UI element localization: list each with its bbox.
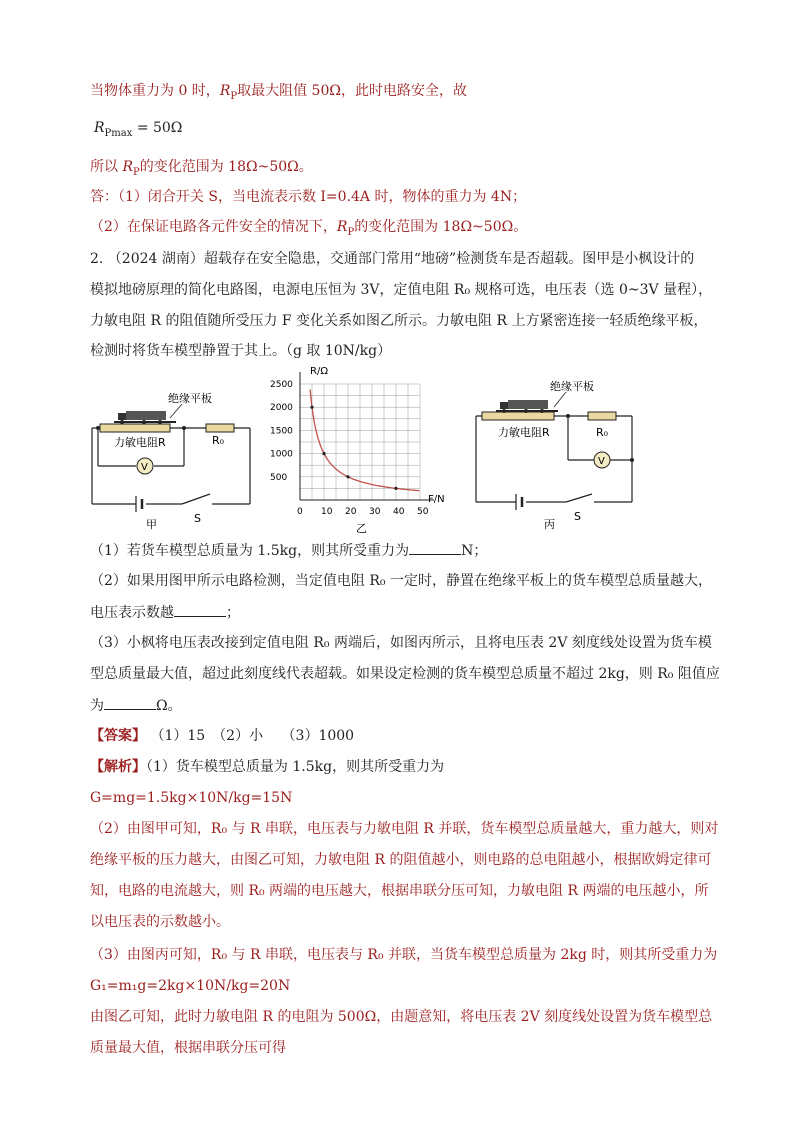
y-tick-label: 1000 [270, 449, 293, 460]
y-tick-label: 1500 [270, 426, 293, 437]
analysis-line-7: （3）由图丙可知，R₀ 与 R 串联，电压表与 R₀ 并联，当货车模型总质量为 2kg 时，则其所受重力为 [90, 947, 718, 963]
x-tick-label: 50 [417, 507, 429, 517]
svg-text:V: V [141, 462, 148, 473]
prev-answer-line-1: 当物体重力为 0 时，$R_P$取最大阻值 50Ω，此时电路安全，故 [90, 83, 467, 102]
figure-a-circuit [86, 372, 256, 532]
svg-text:R₀: R₀ [596, 426, 609, 439]
svg-text:绝缘平板: 绝缘平板 [168, 392, 212, 405]
data-point [322, 452, 325, 455]
answer-line [90, 726, 354, 746]
sub-q2-line-2: 电压表示数越 ； [90, 602, 240, 623]
q2-line-2: 模拟地磅原理的简化电路图，电源电压恒为 3V，定值电阻 R₀ 规格可选，电压表（选 0~3V 量程）， [90, 282, 713, 298]
svg-text:绝缘平板: 绝缘平板 [550, 380, 594, 393]
svg-text:R₀: R₀ [212, 434, 225, 447]
sub-q1: （1）若货车模型总质量为 1.5kg，则其所受重力为 N； [90, 540, 487, 561]
analysis-line-2: G=mg=1.5kg×10N/kg=15N [90, 790, 293, 806]
prev-answer-ans1: 答：（1）闭合开关 S，当电流表示数 I=0.4A 时，物体的重力为 4N； [90, 189, 527, 205]
analysis-line-10: 质量最大值，根据串联分压可得 [90, 1040, 286, 1056]
analysis-line-9: 由图乙可知，此时力敏电阻 R 的电阻为 500Ω，由题意知，将电压表 2V 刻度线处设置为货车模型总 [90, 1009, 713, 1025]
sensor-resistor-icon [100, 424, 170, 432]
figure-b-chart [268, 360, 468, 536]
x-tick-label: 20 [345, 507, 357, 517]
x-tick-label: 0 [297, 507, 303, 517]
sub-q2-line-1: （2）如果用图甲所示电路检测，当定值电阻 R₀ 一定时，静置在绝缘平板上的货车模型总质量越大， [90, 573, 712, 589]
data-point [310, 406, 313, 409]
svg-text:V: V [598, 456, 605, 467]
figure-c-circuit [470, 374, 640, 534]
blank-2[interactable] [174, 602, 226, 617]
sub-q3-line-3: 为 Ω。 [90, 695, 182, 716]
analysis-line-6: 以电压表的示数越小。 [90, 914, 230, 930]
q2-line-3: 力敏电阻 R 的阻值随所受压力 F 变化关系如图乙所示。力敏电阻 R 上方紧密连接一轻质绝缘平板， [90, 313, 708, 329]
svg-text:力敏电阻R: 力敏电阻R [114, 436, 166, 449]
formula-rpmax: $R_{Pmax} = 50\Omega$ [94, 120, 183, 139]
sub-q3-line-2: 型总质量最大值，超过此刻度线代表超载。如果设定检测的货车模型总质量不超过 2kg，则 R₀ 阻值应 [90, 666, 720, 682]
analysis-tag: 【解析】 [90, 759, 146, 775]
answer-text: （1）15 （2）小 （3）1000 [150, 728, 355, 744]
q2-line-1: 2. （2024 湖南）超载存在安全隐患，交通部门常用“地磅”检测货车是否超载。图甲是小枫设计的 [90, 251, 695, 267]
analysis-line-1: 【解析】（1）货车模型总质量为 1.5kg，则其所受重力为 [90, 759, 445, 775]
x-tick-label: 10 [321, 507, 333, 517]
y-tick-label: 500 [270, 472, 288, 483]
analysis-line-5: 知，电路的电流越大，则 R₀ 两端的电压越大，根据串联分压可知，力敏电阻 R 两端的电压越小，所 [90, 883, 709, 899]
x-axis-label: F/N [428, 494, 445, 505]
svg-text:丙: 丙 [544, 518, 555, 531]
prev-answer-ans2: （2）在保证电路各元件安全的情况下，$R_P$的变化范围为 18Ω~50Ω。 [90, 219, 528, 238]
chart-caption: 乙 [356, 522, 367, 535]
svg-text:S: S [194, 512, 201, 525]
data-point [346, 475, 349, 478]
blank-3[interactable] [104, 695, 156, 710]
q2-line-4: 检测时将货车模型静置于其上。（g 取 10N/kg） [90, 343, 392, 359]
r0-resistor-icon [588, 412, 616, 420]
r0-resistor-icon [206, 424, 234, 432]
prev-answer-line-3: 所以 $R_P$的变化范围为 18Ω~50Ω。 [90, 159, 313, 178]
x-tick-label: 40 [393, 507, 405, 517]
answer-tag: 【答案】 [90, 728, 146, 744]
blank-1[interactable] [409, 540, 461, 555]
analysis-line-4: 绝缘平板的压力越大，由图乙可知，力敏电阻 R 的阻值越小，则电路的总电阻越小，根据欧姆定律可 [90, 852, 712, 868]
svg-text:力敏电阻R: 力敏电阻R [498, 426, 550, 439]
analysis-line-3: （2）由图甲可知，R₀ 与 R 串联，电压表与力敏电阻 R 并联，货车模型总质量越大，重力越大，则对 [90, 821, 719, 837]
svg-text:S: S [574, 510, 581, 523]
x-tick-label: 30 [369, 507, 381, 517]
y-tick-label: 2500 [270, 380, 293, 390]
data-point [394, 487, 397, 490]
sub-q3-line-1: （3）小枫将电压表改接到定值电阻 R₀ 两端后，如图丙所示，且将电压表 2V 刻度线处设置为货车模 [90, 635, 712, 651]
analysis-line-8: G₁=m₁g=2kg×10N/kg=20N [90, 978, 291, 994]
y-axis-label: R/Ω [310, 366, 328, 377]
svg-text:甲: 甲 [146, 518, 157, 531]
series-line [310, 390, 419, 491]
y-tick-label: 2000 [270, 403, 293, 414]
